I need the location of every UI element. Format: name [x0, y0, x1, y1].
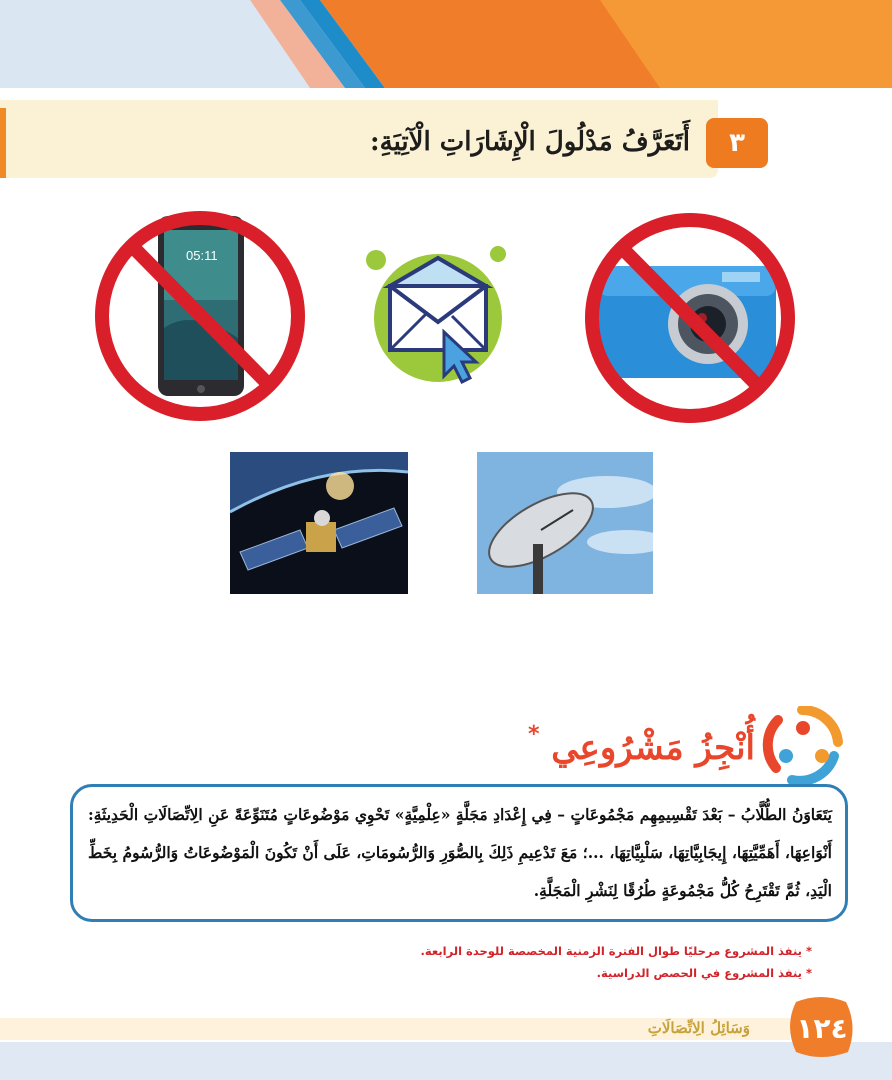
footer-band	[0, 1042, 892, 1080]
phone-icon	[158, 216, 244, 396]
email-sign	[360, 236, 508, 396]
exercise-left-accent	[0, 108, 6, 178]
footnote-1: * ينفذ المشروع مرحليًا طوال الفترة الزمنية المخصصة للوحدة الرابعة.	[420, 944, 812, 958]
footer-unit-title: وَسَائِلُ الِاتِّصَالَاتِ	[647, 1019, 750, 1037]
footnote-2: * ينفذ المشروع في الحصص الدراسية.	[596, 966, 812, 980]
exercise-title: أَتَعَرَّفُ مَدْلُولَ الْإِشَارَاتِ الْآتِيَةِ:	[370, 127, 690, 157]
project-title-asterisk: *	[528, 722, 540, 747]
teamwork-icon	[762, 706, 844, 786]
satellite-dish-photo	[477, 452, 653, 594]
project-title: أُنْجِزُ مَشْرُوعِي	[551, 728, 755, 768]
phone-clock: 05:11	[186, 248, 218, 263]
top-banner	[0, 0, 892, 88]
page-number: ١٢٤	[796, 1011, 848, 1045]
project-description: يَتَعَاوَنُ الطُّلَّابُ – بَعْدَ تَقْسِيمِهِم مَجْمُوعَاتٍ – فِي إِعْدَادِ مَجَلَّةٍ «عِلْمِيَّةٍ» تَحْوِي مَوْضُوعَاتٍ مُتَنَوِّعَةً عَنِ الِاتِّصَالَاتِ الْحَدِيثَةِ: أَنْوَاعِهَا، أَهَمِّيَّتِهَا، إِيجَابِيَّاتِهَا، سَلْبِيَّاتِهَا، ...؛ مَعَ تَدْعِيمِ ذَلِكَ بِالصُّوَرِ وَالرُّسُومَاتِ، عَلَى أَنْ تَكُونَ الْمَوْضُوعَاتُ وَالرُّسُومُ بِخَطِّ الْيَدِ، ثُمَّ تَقْتَرِحُ كُلُّ مَجْمُوعَةٍ طُرُقًا لِنَشْرِ الْمَجَلَّةِ.	[88, 805, 832, 900]
exercise-number-badge: ٣	[706, 118, 768, 168]
satellite-photo	[230, 452, 408, 594]
no-camera-sign	[572, 208, 808, 428]
no-phone-sign	[82, 208, 318, 424]
